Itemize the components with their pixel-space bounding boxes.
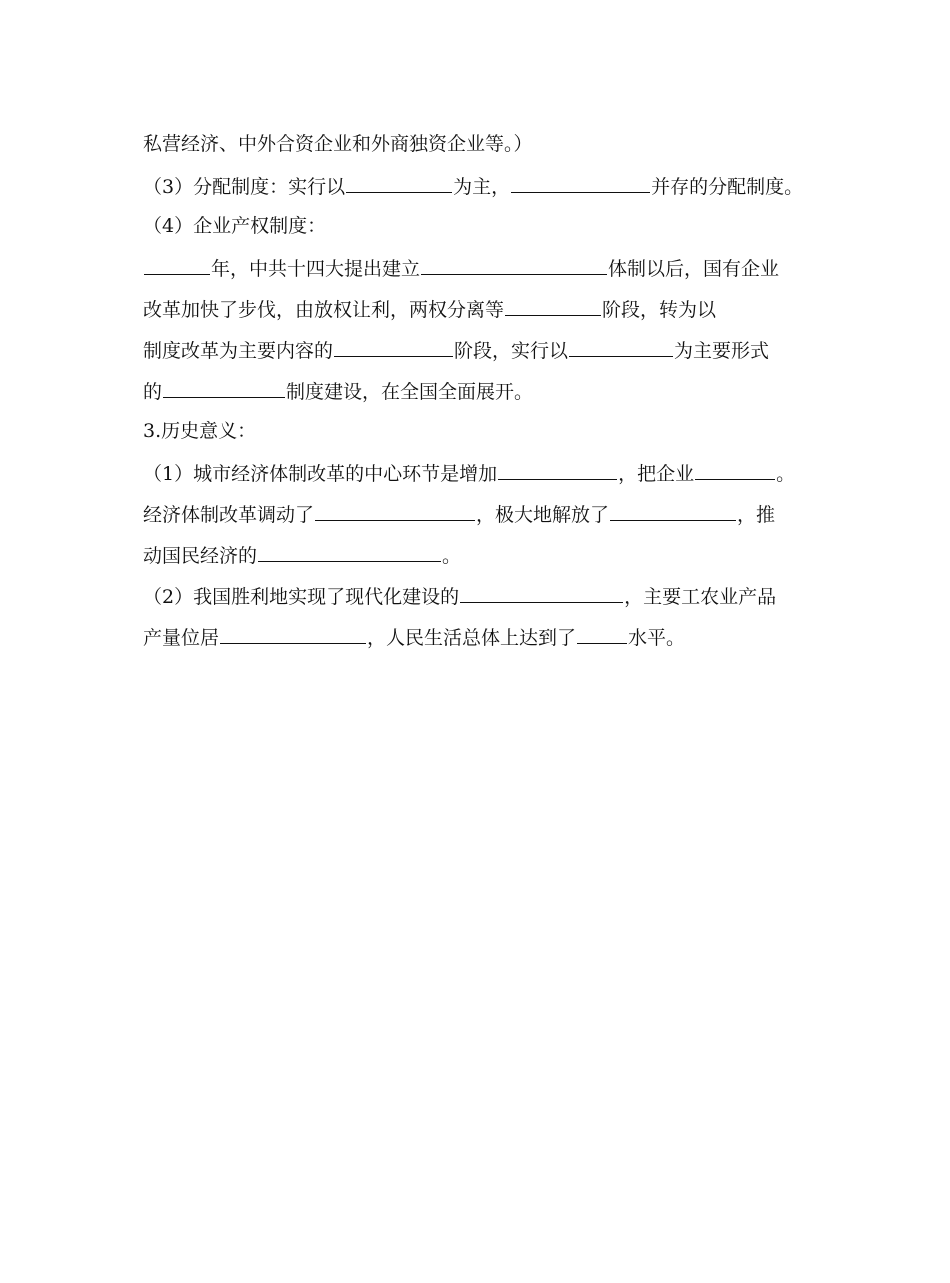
line-text: 体制以后，国有企业 (608, 258, 780, 280)
fill-blank[interactable] (144, 255, 210, 275)
line-text: 年，中共十四大提出建立 (211, 258, 421, 280)
line-text: 制度建设，在全国全面展开。 (286, 381, 534, 403)
fill-blank[interactable] (258, 542, 441, 562)
text-line-4 (143, 255, 779, 281)
line-text: 。 (442, 545, 462, 567)
text-line-7 (143, 378, 533, 404)
fill-blank[interactable] (511, 173, 650, 193)
fill-blank[interactable] (505, 296, 601, 316)
text-line-distribution (143, 173, 803, 199)
fill-blank[interactable] (421, 255, 607, 275)
line-text: ，把企业 (618, 463, 695, 485)
fill-blank[interactable] (163, 378, 285, 398)
text-line-5 (143, 296, 716, 322)
line-text: 。 (776, 463, 796, 485)
fill-blank[interactable] (498, 460, 617, 480)
text-line-property-heading (143, 214, 326, 238)
line-text: 制度改革为主要内容的 (143, 340, 334, 362)
text-line-10 (143, 501, 775, 527)
text-line-13 (143, 624, 685, 650)
text-line-12 (143, 583, 776, 609)
line-text: （3）分配制度：实行以 (143, 176, 346, 198)
text-line-6 (143, 337, 769, 363)
fill-blank[interactable] (334, 337, 453, 357)
fill-blank[interactable] (460, 583, 623, 603)
line-text: 经济体制改革调动了 (143, 504, 315, 526)
text-line-9 (143, 460, 795, 486)
fill-blank[interactable] (695, 460, 775, 480)
line-text: （2）我国胜利地实现了现代化建设的 (143, 586, 460, 608)
line-text: ，推 (737, 504, 776, 526)
line-text: 的 (143, 381, 163, 403)
line-text: 私营经济、中外合资企业和外商独资企业等。） (143, 133, 533, 155)
line-text: 并存的分配制度。 (651, 176, 804, 198)
fill-blank[interactable] (610, 501, 736, 521)
line-text: ，人民生活总体上达到了 (367, 627, 577, 649)
line-text: 水平。 (628, 627, 686, 649)
line-text: 改革加快了步伐，由放权让利，两权分离等 (143, 299, 505, 321)
line-text: 动国民经济的 (143, 545, 258, 567)
fill-blank[interactable] (569, 337, 673, 357)
line-text: 阶段，实行以 (454, 340, 569, 362)
line-text: 产量位居 (143, 627, 220, 649)
line-text: 3.历史意义： (143, 420, 257, 442)
line-text: 为主要形式 (674, 340, 770, 362)
fill-blank[interactable] (315, 501, 475, 521)
text-line-1 (143, 132, 533, 156)
text-line-history-heading (143, 419, 256, 443)
fill-blank[interactable] (577, 624, 627, 644)
line-text: 阶段，转为以 (602, 299, 717, 321)
line-text: ，主要工农业产品 (624, 586, 777, 608)
line-text: （4）企业产权制度： (143, 215, 327, 237)
line-text: 为主， (453, 176, 511, 198)
line-text: （1）城市经济体制改革的中心环节是增加 (143, 463, 498, 485)
line-text: ，极大地解放了 (476, 504, 610, 526)
fill-blank[interactable] (220, 624, 366, 644)
text-line-11 (143, 542, 461, 568)
fill-blank[interactable] (346, 173, 452, 193)
